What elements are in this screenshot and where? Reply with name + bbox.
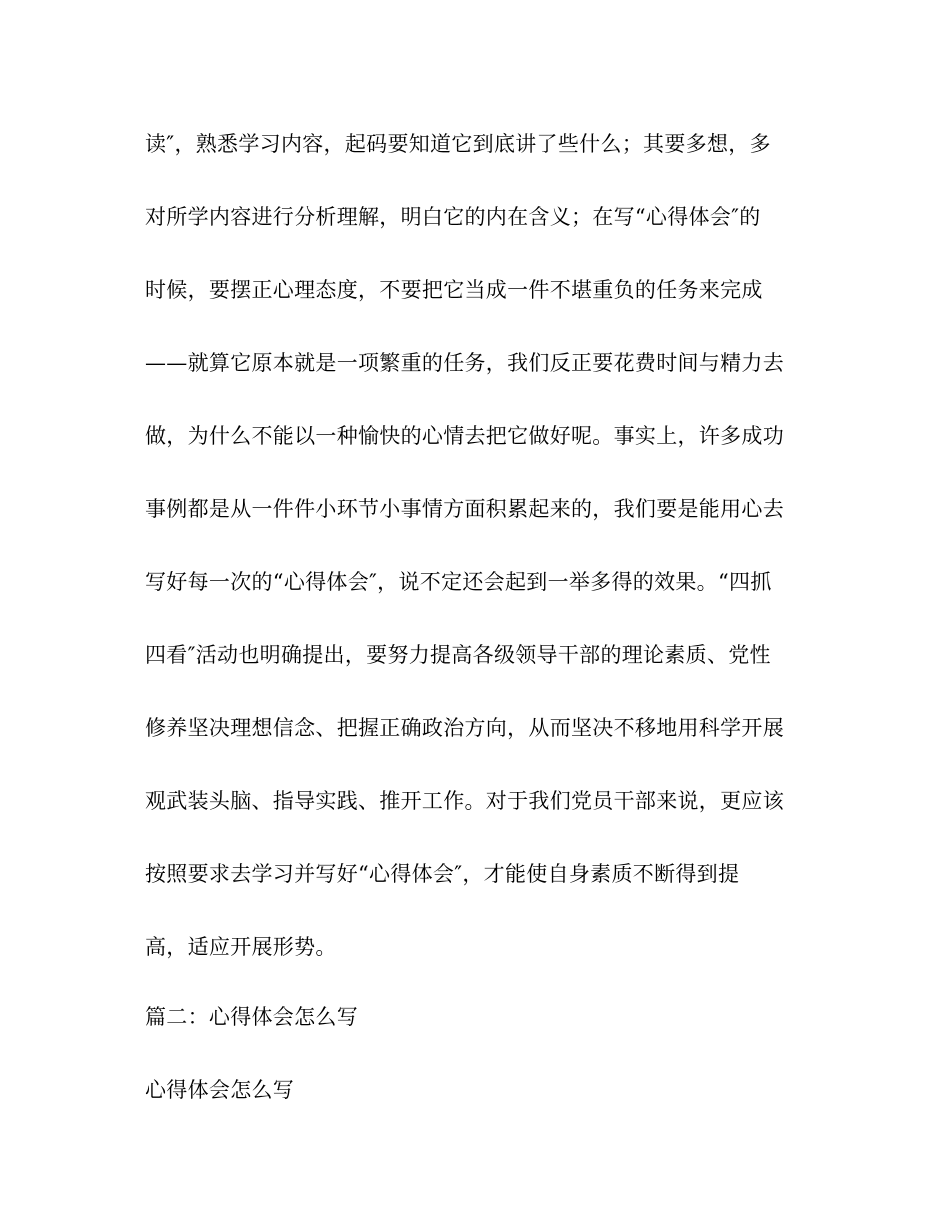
paragraph-line: 写好每一次的“心得体会″，说不定还会起到一举多得的效果。“四抓 — [145, 570, 772, 594]
paragraph-line: 做，为什么不能以一种愉快的心情去把它做好呢。事实上，许多成功 — [145, 424, 784, 448]
paragraph-line: ——就算它原本就是一项繁重的任务，我们反正要花费时间与精力去 — [145, 351, 784, 375]
section-title: 心得体会怎么写 — [145, 1078, 295, 1102]
paragraph-line: 事例都是从一件件小环节小事情方面积累起来的，我们要是能用心去 — [145, 497, 784, 521]
paragraph-line: 读″，熟悉学习内容，起码要知道它到底讲了些什么；其要多想，多 — [145, 132, 771, 156]
paragraph-line: 修养坚决理想信念、把握正确政治方向，从而坚决不移地用科学开展 — [145, 716, 784, 740]
paragraph-line: 按照要求去学习并写好“心得体会″，才能使自身素质不断得到提 — [145, 862, 740, 886]
paragraph-line: 时候，要摆正心理态度，不要把它当成一件不堪重负的任务来完成 — [145, 278, 763, 302]
section-heading: 篇二：心得体会怎么写 — [145, 1005, 358, 1029]
paragraph-line: 对所学内容进行分析理解，明白它的内在含义；在写“心得体会″的 — [145, 205, 761, 229]
paragraph-line: 高，适应开展形势。 — [145, 935, 337, 959]
paragraph-line: 四看″活动也明确提出，要努力提高各级领导干部的理论素质、党性 — [145, 643, 771, 667]
paragraph-line: 观武装头脑、指导实践、推开工作。对于我们党员干部来说，更应该 — [145, 789, 784, 813]
